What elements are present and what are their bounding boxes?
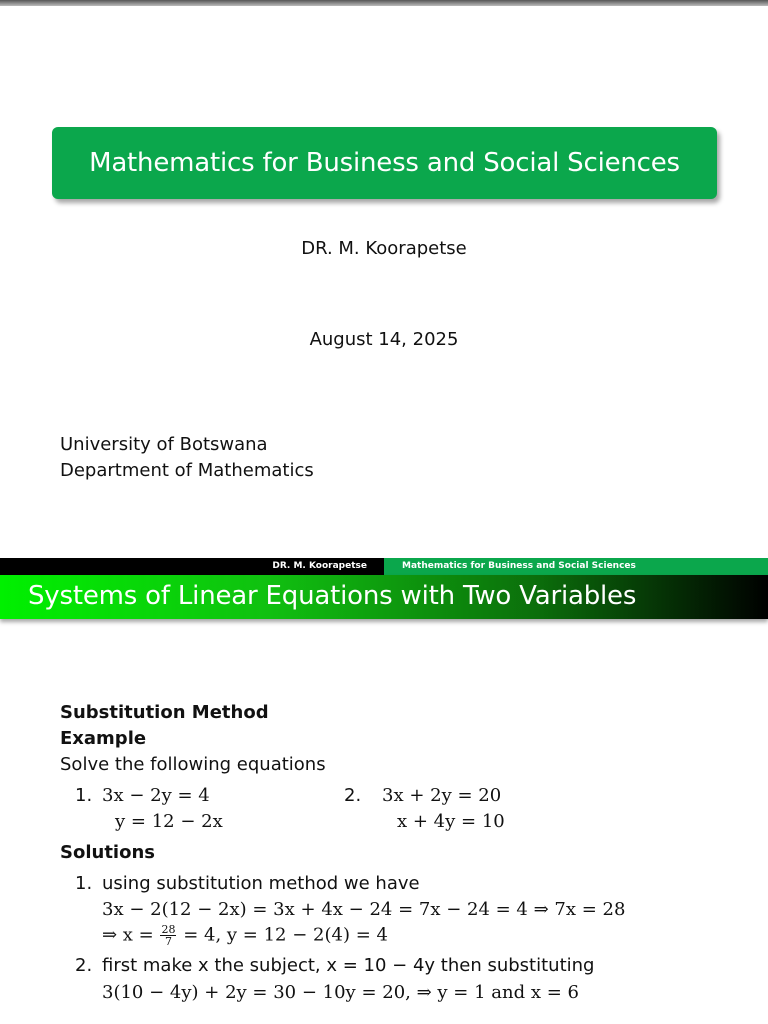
problem-2-equation-1: 3x + 2y = 20 [382, 785, 502, 806]
fraction-numerator: 28 [161, 923, 176, 936]
author: DR. M. Koorapetse [301, 238, 467, 259]
fraction-denominator: 7 [164, 935, 172, 948]
slide-footer [0, 558, 768, 575]
heading-solutions: Solutions [60, 842, 155, 863]
problem-1-equation-2: y = 12 − 2x [115, 811, 223, 832]
solution-1-line-3 [102, 924, 388, 947]
heading-substitution-method: Substitution Method [60, 702, 269, 723]
frame-title-bar [0, 575, 768, 619]
frame-title: Systems of Linear Equations with Two Variables [28, 581, 637, 611]
date: August 14, 2025 [309, 329, 459, 350]
solution-1-line-3-prefix: ⇒ x = [102, 924, 160, 946]
problem-2-equation-2: x + 4y = 10 [397, 811, 505, 832]
institute [60, 432, 314, 484]
example-intro: Solve the following equations [60, 754, 326, 775]
solution-2-line-2: 3(10 − 4y) + 2y = 30 − 10y = 20, ⇒ y = 1 and x = 6 [102, 982, 579, 1003]
solution-2-number: 2. [75, 955, 93, 976]
institute-line-university: University of Botswana [60, 434, 268, 455]
problem-2-number: 2. [344, 785, 362, 806]
title-block [52, 127, 717, 199]
solution-1-number: 1. [75, 873, 93, 894]
footer-author: DR. M. Koorapetse [0, 558, 384, 575]
footer-title: Mathematics for Business and Social Sciences [384, 558, 768, 575]
solution-1-line-3-suffix: = 4, y = 12 − 2(4) = 4 [177, 924, 388, 946]
heading-example: Example [60, 728, 147, 749]
solution-2-text: first make x the subject, x = 10 − 4y then substituting [102, 955, 595, 976]
problem-1-number: 1. [75, 785, 93, 806]
problem-1-equation-1: 3x − 2y = 4 [102, 785, 210, 806]
institute-line-department: Department of Mathematics [60, 460, 314, 481]
presentation-title: Mathematics for Business and Social Sciences [89, 148, 680, 178]
top-edge-bar [0, 0, 768, 6]
solution-1-line-2: 3x − 2(12 − 2x) = 3x + 4x − 24 = 7x − 24 = 4 ⇒ 7x = 28 [102, 899, 626, 920]
fraction [160, 924, 176, 947]
solution-1-text: using substitution method we have [102, 873, 420, 894]
